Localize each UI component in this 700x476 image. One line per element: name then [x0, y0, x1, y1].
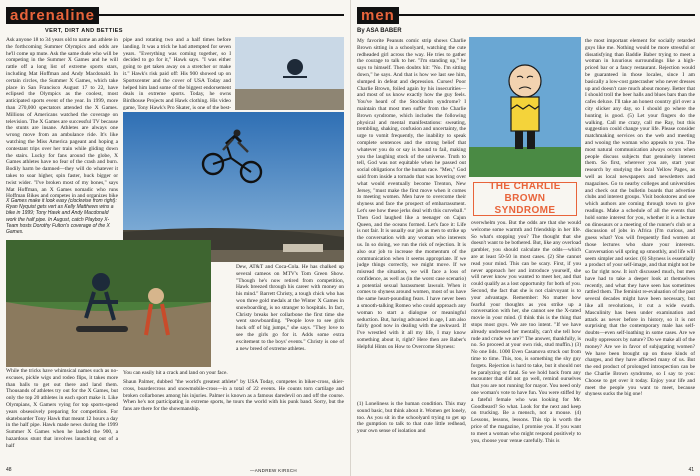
article-column-3: Dew, AT&T and Coca-Cola. He has chalked up several cameos on MTV's Tom Green Show. "Though he's now retired from competition, Hawk breezed through his career with money on his mind." Barrett Christy, a tough chick who has won three gold medals at the Winter X Games in snowboarding, is no stranger to hospitals. In fact, Christy breaks her collarbone the first time she went snowboarding. "People love to see girls huck off of big jumps," she says. "They love to see the girls go for it. Adds some extra excitement to the boys' events." Christy is one of a new breed of extreme athletes. — [236, 264, 344, 352]
photo-caption: X Games make it look easy (clockwise from right): Ryan Nyquist gets vert as Kelly Matthews wins a bike in 1999; Tony Hawk and Andy Macdonald work the half pipe. In August, catch Playboy X-Team hosts Dorothy Fulton's coverage of the X Games. — [6, 198, 117, 236]
article-kicker: VERT, DIRT AND BETTIES — [45, 28, 123, 34]
article-column-1: My favorite Peanuts comic strip shows Charlie Brown sitting in a schoolyard, watching the cute redheaded girl across the way. He tries to gather the courage to talk to her. "I'm standing up," he says to himself. Then doubts hit: "No. I'm sitting down," he says. And that is how we last see him, slumped in defeat and depression. Curses! Poor Charlie Brown, foiled again by his insecurities—and most of us know exactly how the guy feels. You've heard of the Stockholm syndrome? I maintain that most men suffer from the Charlie Brown syndrome, which includes the following physical and mental manifestations: sweating, trembling, shaking, confusion and uncertainty, the urge to vomit frequently, the inability to speak complete sentences and the strong belief that whatever you do or say is bound to fail, making you the laughing stock of the universe. Truth to tell, God was not equitable when he passed out social obligations for the human race. "Men," God said from inside a tornado that was hovering over what would eventually become Trenton, New Jersey, "must make the first move when it comes to meeting women. Men have to overcome their shyness and face the prospect of embarrassment. Let's see how these jerks deal with this curveball." Then God laughed like a teenager on Cajun Queen, and the oceans formed. Let's face it: Life is not fair. It is usually our job as men to strike up the conversation with any woman who interests us. In so doing, we run the risk of rejection. It is also our job to increase the momentum of the communication when it seems appropriate. If we judge things correctly, we might move. If we misread the situation, we will face a loss of confidence, as well as (in the worst case scenario) a potential sexual harassment lawsuit. When it comes to shyness around women, most of us have the same heart-pounding fears. I have never been a smooth-talking Romeo who could approach any woman to start a dialogue or meaningful seduction. But, having advanced in age, I am also fairly good now in dealing with the awkward. If I've wrestled with it all my life, I may know something about it, right? Here then are Baber's Helpful Hints on How to Overcome Shyness: — [357, 38, 466, 350]
article-title: THE CHARLIE BROWN SYNDROME — [489, 181, 561, 216]
right-page — [350, 0, 700, 476]
article-column-2: overwhelm you. But the odds are that she would welcome some warmth and friendship in her life. So what's stopping you? The thought that she doesn't want to be bothered. But, like any overload gambler, you should calculate the odds—which are at least 50-50 in most cases. (2) She cannot read your mind. This can be scary. First, if you never approach her and introduce yourself, she will never know you wanted to meet her, and that could qualify as a lost opportunity for both of you. Second, the fact that she is not clairvoyant is to your advantage. Remember: No matter how fearful your thoughts as you strike up a conversation with her, she cannot see the X-rated movie in your mind. (I think this is the thing that stops most guys. We are too intent. "If we have already undressed her mentally, can't she tell how rude and crude we are?" The answer, thankfully, is no. So proceed at your own risk, stud muffin.) (3) No one lids. 1000 Even Casanova struck out from time to time. This, too, is something the shy guy forgets. Rejection is hard to take, but it should not be paralyzing or fatal. So we hold back from any encounter that did not go well, remind ourselves that you are not running for mayor. You need only one woman's vote to have fun. You were stiffed by a fateful female who was looking for Mr. Goodbeard? So what. Look for the next and keep on trucking. Be a mensch, not a mouse. (4) Lessons, lessons, lessons. This tip is worth the price of the magazine, I promise you. If you want to meet a woman who might respond positively to you, choose your venue carefully. This is — [471, 220, 581, 444]
rider-photo-small — [235, 37, 344, 110]
section-header-men — [357, 6, 695, 24]
article-column-1-tail: (1) Loneliness is the human condition. This may sound basic, but think about it. Women get lonely, too. As you sit in the schoolyard trying to get up the gumption to talk to that cute little redhead, your own sense of isolation and — [357, 401, 466, 435]
article-column-1-bottom: While the tricks have whimsical names such as no-excuses, pickle wigs and rodeo flips, it takes more than balls to get out there and land them. Thousands of athletes try out for the X Games, but only the top 20 athletes in each sport make it. Like Olympians, X Gamers vying for top sports-spend years obsessively preparing for competition. For skateboarder Tony Hawk that meant 12 hours a day in the half pipe. Hawk made news during the 1999 Summer X Games when he landed the 900, a hazardous stunt that involves launching out of a half — [6, 368, 118, 449]
article-tail-line: You can easily hit a crack and land on your face. — [123, 370, 228, 376]
page-number: 48 — [6, 467, 12, 473]
illustration-image — [469, 37, 581, 177]
section-header-adrenaline — [6, 6, 344, 24]
article-column-3: the most important element for socially retarded guys like me. Nothing would be more stressful or dissatisfying than Baddie Baber trying to meet a woman in luxurious surroundings like a high-priced bar or a fancy restaurant. Rejection would be guaranteed in those locales, since I am basically a low-cost gatecrasher who never dresses up and doesn't care much about money. Better that I should troll the beer halls and blues bars than the cafes deluxe. I'll take an honest country girl over a city slicker any day, so I should go where the hunting is good. (5) Let your fingers do the walking. Call me crazy, call me Ray, but this suggestion could change your life. Please consider matchmaking services on the web and meeting and wooing the woman who appeals to you. The most natural communication always occurs when people discuss subjects that genuinely interest them. So first, wherever you are, start your research by studying the local Yellow Pages, as well as local newspapers and newsletters and magazines. Go to nearby colleges and universities and check out the bulletin boards that advertise clubs and interest groups. Visit bookstores and see which authors are coming through town to give readings. Make a schedule of all the events that hold some interest for you, whether it is a lecture on dinosaurs or a meeting of the runner's club or a discussion of jobs in Africa (I'm curious, and guess what? You will frequently find women at those lectures who share your interests. Conversation will spring up smoothly, and life will seem simpler and sexier. (6) Shyness is essentially a product of your self-image, and that might not be so far right now. It isn't discussed much, but men have had to take a deeper look at themselves recently, and what they have seen has sometimes rattled them. The feminist re-evaluation of the past several decades might have been necessary, but like all revolutions, it cut a wide swath. Masculinity has been under examination and attack as never before in history, so it is not surprising that the contemporary male has self-doubts—even self-loathing in some cases. Are we really oppressors by nature? Do we make all of the money? Are we in favor of subjugating women? We have been brought up on those kinds of charges, and they have affected many of us. But the end product of prolonged introspection can be the Charlie Brown syndrome, so I say to you: Choose to get over it today. Enjoy your life and meet the people you want to meet, because shyness sucks the big one! — [585, 38, 695, 398]
skaters-image — [6, 240, 211, 367]
section-title: men — [357, 7, 399, 24]
sky-jump-image — [235, 37, 344, 110]
section-title: adrenaline — [6, 7, 99, 24]
section-rule — [99, 14, 344, 16]
charlie-brown-illustration — [469, 37, 581, 177]
article-title-box — [473, 182, 577, 216]
section-rule — [399, 14, 695, 16]
article-column-1-top: Ask anyone 18 to 34 years old to name an athlete in the forthcoming Summer Olympics and odds are he'll come up mute. Ask the same dude who will be competing in the Summer X Games and he will rattle off a long list of extreme sports stars, including Mat Hoffman and Andy Macdonald. In certain circles, the Summer X Games, which take place in San Francisco August 17 to 22, have eclipsed the Olympics as the coolest, most anticipated sports event of the year. In 1999, more than 270,000 spectators attended the X Games. Millions of Americans watched the coverage on television. The X Games are successful TV because the stunts are insane. Athletes are always one wrong move from an ambulance ride. It's like watching the Miss America pageant and hoping a contestant trips over her train while gliding down the stairs. Lucky for fans around the globe, X Games athletes have no fear of the crash and burn. Bodily harm be damned—they will do whatever it takes to soar higher, spin faster, huck bigger or twist wider. "I've broken most of my bones," says Mat Hoffman, an X Games nomadic who runs Hoffman Bikes and competes in and organizes bike — [6, 37, 118, 200]
article-byline: By ASA BABER — [357, 28, 402, 34]
page-number: 41 — [688, 467, 694, 473]
article-column-2-bottom: Shaun Palmer, dubbed "the world's greatest athlete" by USA Today, competes in biker-cross, skier-cross, boardercross and snowmobile-cross—in a total of 22 events. He counts torn cartilage and broken collarbones among his injuries. Palmer is known as a famous daredevil on and off the course. When he's not participating in extreme sports, he tours the world with his punk band. Sorry, but the fans are there for the showmanship. — [123, 379, 344, 413]
footer-credit: —ANDREW KIRSCH — [250, 468, 297, 473]
half-pipe-photo — [6, 240, 211, 367]
article-column-2-top: pipe and rotating two and a half times before landing. It was a trick he had attempted for seven years. "Everything was coming together, so I decided to go for it," Hawk says. "I was either going to get taken away on a stretcher or make it." Hawk's risk paid off: His 900 showed up on Sportscenter and the cover of USA Today and helped him land some of the biggest endorsement deals in extreme sports. Today, he owns Birdhouse Projects and Hawk clothing. His video game, Tony Hawk's Pro Skater, is one of the best- — [123, 37, 231, 110]
